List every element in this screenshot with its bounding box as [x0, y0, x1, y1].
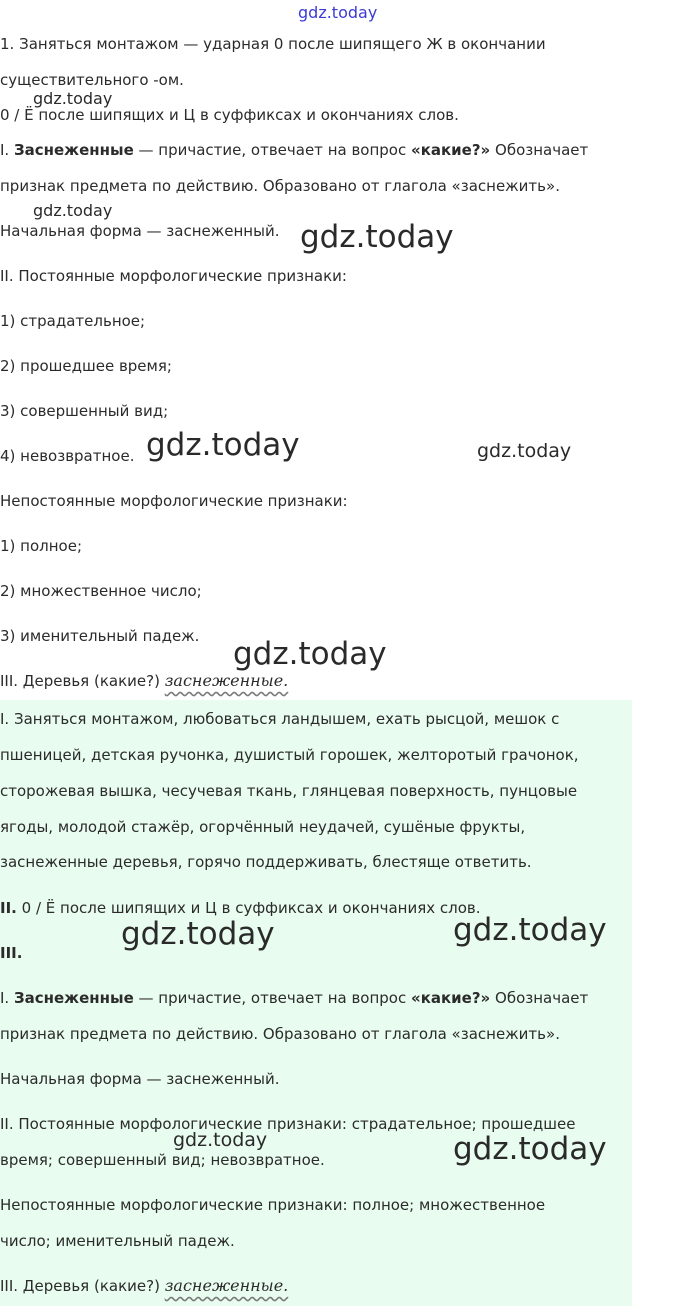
text-line: II. Постоянные морфологические признаки: страдательное; прошедшее [0, 1115, 576, 1133]
text-line: 3) именительный падеж. [0, 627, 200, 645]
watermark: gdz.today [33, 89, 113, 108]
text-line: существительного -ом. [0, 71, 184, 89]
text-line: Начальная форма — заснеженный. [0, 222, 280, 240]
text-line: число; именительный падеж. [0, 1232, 235, 1250]
text-line: III. [0, 944, 23, 962]
watermark: gdz.today [300, 219, 454, 255]
text-line: II. Постоянные морфологические признаки: [0, 267, 347, 285]
watermark: gdz.today [453, 1131, 607, 1167]
watermark: gdz.today [121, 916, 275, 952]
text-line: III. Деревья (какие?) заснеженные. [0, 1276, 289, 1295]
text-line: пшеницей, детская ручонка, душистый горошек, желторотый грачонок, [0, 746, 579, 764]
text-line: 1. Заняться монтажом — ударная 0 после шипящего Ж в окончании [0, 35, 546, 53]
text-line: I. Заснеженные — причастие, отвечает на вопрос «какие?» Обозначает [0, 141, 589, 159]
handwritten-answer: заснеженные. [164, 1276, 289, 1295]
watermark: gdz.today [453, 912, 607, 948]
watermark: gdz.today [173, 1129, 268, 1151]
handwritten-answer: заснеженные. [164, 671, 289, 690]
text-line: 1) страдательное; [0, 312, 146, 330]
watermark: gdz.today [233, 636, 387, 672]
text-line: Непостоянные морфологические признаки: полное; множественное [0, 1196, 546, 1214]
watermark: gdz.today [298, 3, 378, 22]
text-line: 1) полное; [0, 537, 83, 555]
text-line: 3) совершенный вид; [0, 402, 169, 420]
text-line: 2) множественное число; [0, 582, 202, 600]
text-line: ягоды, молодой стажёр, огорчённый неудачей, сушёные фрукты, [0, 818, 526, 836]
text-line: время; совершенный вид; невозвратное. [0, 1151, 325, 1169]
watermark: gdz.today [33, 201, 113, 220]
text-line: II. 0 / Ё после шипящих и Ц в суффиксах и окончаниях слов. [0, 899, 481, 917]
text-line: сторожевая вышка, чесучевая ткань, глянцевая поверхность, пунцовые [0, 782, 578, 800]
text-line: Начальная форма — заснеженный. [0, 1070, 280, 1088]
text-line: 0 / Ё после шипящих и Ц в суффиксах и окончаниях слов. [0, 106, 459, 124]
text-line: признак предмета по действию. Образовано от глагола «заснежить». [0, 1025, 560, 1043]
text-line: Непостоянные морфологические признаки: [0, 492, 348, 510]
watermark: gdz.today [146, 427, 300, 463]
text-line: 2) прошедшее время; [0, 357, 172, 375]
watermark: gdz.today [477, 440, 572, 462]
text-line: заснеженные деревья, горячо поддерживать, блестяще ответить. [0, 853, 532, 871]
text-line: признак предмета по действию. Образовано от глагола «заснежить». [0, 177, 560, 195]
text-line: I. Заснеженные — причастие, отвечает на вопрос «какие?» Обозначает [0, 989, 589, 1007]
text-line: III. Деревья (какие?) заснеженные. [0, 671, 289, 690]
text-line: I. Заняться монтажом, любоваться ландышем, ехать рысцой, мешок с [0, 710, 560, 728]
text-line: 4) невозвратное. [0, 447, 135, 465]
